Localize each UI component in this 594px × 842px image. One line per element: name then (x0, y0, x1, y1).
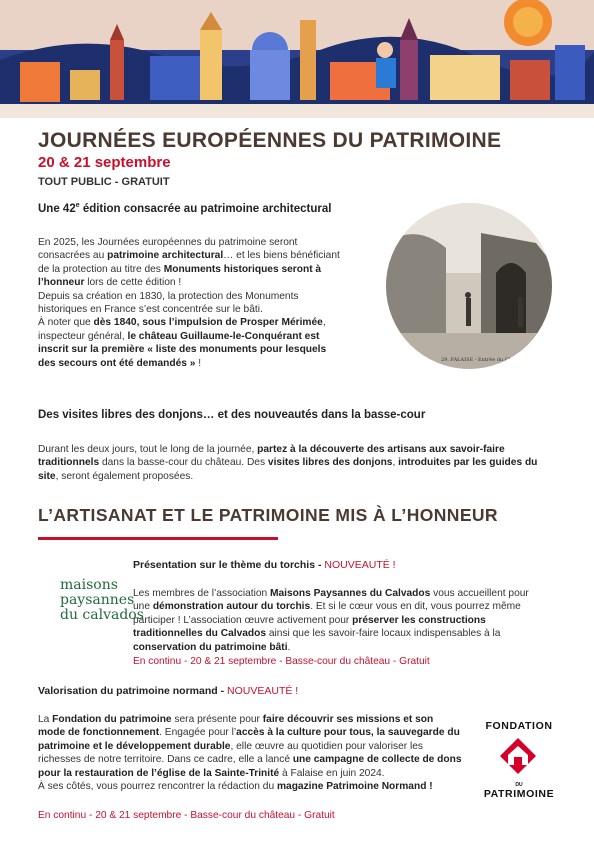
logo-line: maisons (60, 577, 118, 593)
logo-bottom-text: PATRIMOINE (483, 788, 555, 800)
torchis-paragraph (133, 587, 529, 654)
photo-caption: 29. FALAISE - Entrée du Château (441, 357, 527, 363)
new-badge: NOUVEAUTÉ ! (324, 559, 396, 571)
audience-label: TOUT PUBLIC - GRATUIT (38, 176, 170, 188)
fondation-house-icon (498, 736, 538, 776)
page-title: JOURNÉES EUROPÉENNES DU PATRIMOINE (38, 129, 502, 152)
intro-text-3: À noter que dès 1840, sous l’impulsion de Prosper Mérimée, inspecteur général, le château Guillaume-le-Conquérant est inscrit sur la première « liste des monuments pour lesquels des secours ont été demandés » ! (38, 317, 327, 369)
valorisation-text-2: À ses côtés, vous pourrez rencontrer la rédaction du magazine Patrimoine Normand ! (38, 781, 433, 793)
fondation-patrimoine-logo (478, 720, 560, 800)
visits-text: Durant les deux jours, tout le long de la journée, partez à la découverte des artisans aux savoir-faire traditionnels dans la basse-cour du château. Des visites libres des donjons, introduites par les guides du site, seront également proposées. (38, 444, 538, 482)
visits-heading: Des visites libres des donjons… et des nouveautés dans la basse-cour (38, 409, 426, 421)
visits-paragraph (38, 443, 548, 483)
torchis-text: Les membres de l’association Maisons Paysannes du Calvados vous accueillent pour une démonstration autour du torchis. Et si le cœur vous en dit, vous pourrez même participer ! L’association œuvre activement pour préserver les constructions traditionnelles du Calvados ainsi que les savoir-faire locaux indispensables à la conservation du patrimoine bâti. (133, 588, 529, 653)
intro-text-2: Depuis sa création en 1830, la protection des Monuments historiques en France s’est concentrée sur le bâti. (38, 290, 299, 316)
logo-line: paysannes (60, 592, 135, 608)
valorisation-text: La Fondation du patrimoine sera présente pour faire découvrir ses missions et son mode de fonctionnement. Engagée pour l’accès à la culture pour tous, la sauvegarde du patrimoine et le développement durable, elle œuvre au quotidien pour valoriser les richesses de notre territoire. Dans ce cadre, elle a lancé une campagne de collecte de dons pour la restauration de l’église de la Sainte-Trinité à Falaise en juin 2024. (38, 714, 462, 779)
logo-small-text: DU (515, 782, 523, 788)
valorisation-paragraph (38, 713, 462, 793)
event-dates: 20 & 21 septembre (38, 154, 171, 171)
valorisation-heading: Valorisation du patrimoine normand - NOUVEAUTÉ ! (38, 685, 299, 697)
castle-photo (386, 203, 552, 369)
intro-heading: Une 42e édition consacrée au patrimoine architectural (38, 202, 332, 215)
section-divider (38, 537, 278, 540)
intro-paragraph (38, 236, 344, 370)
logo-top-text: FONDATION (485, 720, 553, 732)
logo-line: du calvados (60, 607, 144, 623)
new-badge: NOUVEAUTÉ ! (227, 685, 299, 697)
section-title: L’ARTISANAT ET LE PATRIMOINE MIS À L’HONNEUR (38, 505, 498, 525)
valorisation-practical-info: En continu - 20 & 21 septembre - Basse-cour du château - Gratuit (38, 810, 335, 821)
torchis-heading: Présentation sur le thème du torchis - NOUVEAUTÉ ! (133, 559, 396, 571)
intro-text-1: En 2025, les Journées européennes du patrimoine seront consacrées au patrimoine architectural… et les biens bénéficiant de la protection au titre des Monuments historiques seront à l’honneur lors de cette édition ! (38, 237, 340, 289)
maisons-paysannes-logo (60, 577, 144, 623)
torchis-practical-info: En continu - 20 & 21 septembre - Basse-cour du château - Gratuit (133, 656, 430, 667)
banner-illustration (0, 0, 594, 118)
